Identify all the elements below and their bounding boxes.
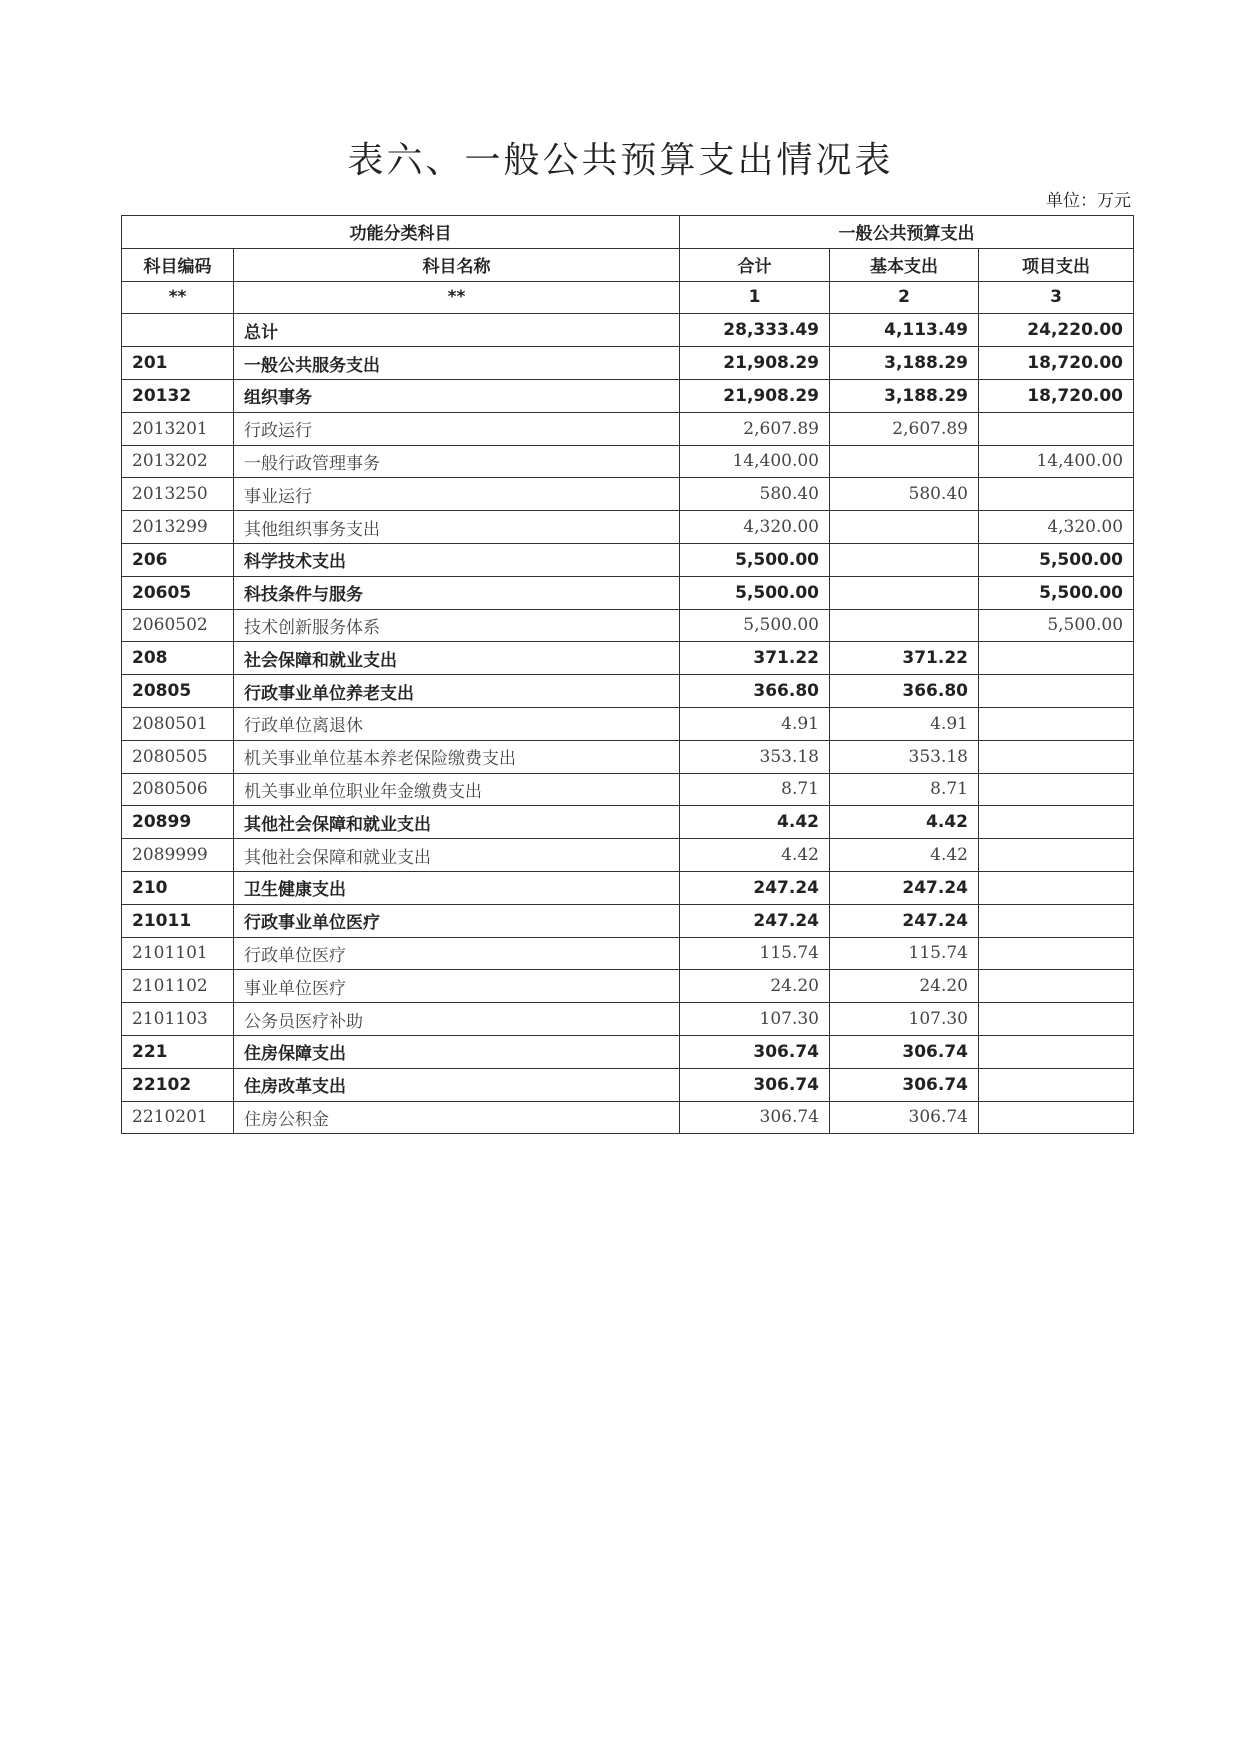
row-total-cell: 306.74 <box>680 1068 830 1101</box>
row-total-cell: 115.74 <box>680 937 830 970</box>
row-name-cell: 其他社会保障和就业支出 <box>234 806 680 839</box>
row-project-cell <box>979 707 1134 740</box>
row-basic-cell: 371.22 <box>830 642 979 675</box>
header-group-row <box>122 216 1134 249</box>
table-row <box>122 1101 1134 1134</box>
row-project-cell: 5,500.00 <box>979 576 1134 609</box>
row-code-cell: 2101102 <box>122 970 234 1003</box>
row-code-cell: 2101103 <box>122 1003 234 1036</box>
row-project-cell: 14,400.00 <box>979 445 1134 478</box>
row-project-cell <box>979 1101 1134 1134</box>
row-basic-cell: 4.42 <box>830 806 979 839</box>
row-project-cell: 5,500.00 <box>979 609 1134 642</box>
row-basic-cell: 3,188.29 <box>830 379 979 412</box>
row-project-cell: 5,500.00 <box>979 543 1134 576</box>
row-code-cell: 221 <box>122 1035 234 1068</box>
row-project-cell <box>979 904 1134 937</box>
table-row <box>122 970 1134 1003</box>
table-row <box>122 707 1134 740</box>
row-project-cell <box>979 642 1134 675</box>
header-general-budget-expenditure: 一般公共预算支出 <box>680 216 1134 249</box>
row-basic-cell: 306.74 <box>830 1101 979 1134</box>
table-row <box>122 478 1134 511</box>
row-name-cell: 行政运行 <box>234 412 680 445</box>
index-cell: 3 <box>979 281 1134 314</box>
row-project-cell <box>979 773 1134 806</box>
row-name-cell: 科技条件与服务 <box>234 576 680 609</box>
table-row <box>122 839 1134 872</box>
header-basic-expenditure: 基本支出 <box>830 248 979 281</box>
row-code-cell: 22102 <box>122 1068 234 1101</box>
row-basic-cell: 4.91 <box>830 707 979 740</box>
row-name-cell: 公务员医疗补助 <box>234 1003 680 1036</box>
row-project-cell <box>979 1068 1134 1101</box>
row-code-cell: 20805 <box>122 675 234 708</box>
row-name-cell: 事业运行 <box>234 478 680 511</box>
row-name-cell: 行政单位医疗 <box>234 937 680 970</box>
row-code-cell: 206 <box>122 543 234 576</box>
row-name-cell: 社会保障和就业支出 <box>234 642 680 675</box>
row-code-cell: 2013202 <box>122 445 234 478</box>
row-basic-cell <box>830 445 979 478</box>
row-total-cell: 366.80 <box>680 675 830 708</box>
row-name-cell: 其他组织事务支出 <box>234 511 680 544</box>
table-row <box>122 347 1134 380</box>
table-row <box>122 773 1134 806</box>
row-basic-cell <box>830 576 979 609</box>
header-index-row <box>122 281 1134 314</box>
table-row <box>122 576 1134 609</box>
row-name-cell: 科学技术支出 <box>234 543 680 576</box>
row-name-cell: 行政事业单位养老支出 <box>234 675 680 708</box>
row-project-cell <box>979 412 1134 445</box>
row-total-cell: 21,908.29 <box>680 347 830 380</box>
row-total-cell: 4.42 <box>680 806 830 839</box>
row-code-cell: 20132 <box>122 379 234 412</box>
row-total-cell: 2,607.89 <box>680 412 830 445</box>
table-row <box>122 412 1134 445</box>
page-title: 表六、一般公共预算支出情况表 <box>347 140 894 181</box>
row-code-cell: 20899 <box>122 806 234 839</box>
header-column-row <box>122 248 1134 281</box>
row-name-cell: 事业单位医疗 <box>234 970 680 1003</box>
row-total-cell: 21,908.29 <box>680 379 830 412</box>
table-row <box>122 1035 1134 1068</box>
row-name-cell: 行政单位离退休 <box>234 707 680 740</box>
row-total-cell: 107.30 <box>680 1003 830 1036</box>
row-total-cell: 580.40 <box>680 478 830 511</box>
row-name-cell: 卫生健康支出 <box>234 871 680 904</box>
row-project-cell <box>979 740 1134 773</box>
row-name-cell: 一般公共服务支出 <box>234 347 680 380</box>
row-total-cell: 4.42 <box>680 839 830 872</box>
row-code-cell: 2013250 <box>122 478 234 511</box>
row-basic-cell: 306.74 <box>830 1068 979 1101</box>
row-project-cell <box>979 937 1134 970</box>
table-row <box>122 675 1134 708</box>
table-body <box>122 314 1134 1134</box>
row-project-cell: 18,720.00 <box>979 347 1134 380</box>
row-code-cell: 2080506 <box>122 773 234 806</box>
row-total-cell: 24.20 <box>680 970 830 1003</box>
row-basic-cell: 107.30 <box>830 1003 979 1036</box>
index-cell: 1 <box>680 281 830 314</box>
row-code-cell: 208 <box>122 642 234 675</box>
row-code-cell: 2101101 <box>122 937 234 970</box>
row-total-cell: 5,500.00 <box>680 609 830 642</box>
header-project-expenditure: 项目支出 <box>979 248 1134 281</box>
row-code-cell: 2080505 <box>122 740 234 773</box>
row-project-cell: 18,720.00 <box>979 379 1134 412</box>
budget-table <box>121 215 1134 1134</box>
header-subject-name: 科目名称 <box>234 248 680 281</box>
table-row <box>122 806 1134 839</box>
row-name-cell: 行政事业单位医疗 <box>234 904 680 937</box>
row-basic-cell: 4.42 <box>830 839 979 872</box>
row-project-cell <box>979 806 1134 839</box>
table-row <box>122 609 1134 642</box>
row-name-cell: 住房公积金 <box>234 1101 680 1134</box>
row-basic-cell: 353.18 <box>830 740 979 773</box>
table-row <box>122 642 1134 675</box>
header-subject-code: 科目编码 <box>122 248 234 281</box>
header-total: 合计 <box>680 248 830 281</box>
index-cell: ** <box>122 281 234 314</box>
row-basic-cell: 2,607.89 <box>830 412 979 445</box>
row-project-cell <box>979 1003 1134 1036</box>
row-total-cell: 28,333.49 <box>680 314 830 347</box>
row-name-cell: 一般行政管理事务 <box>234 445 680 478</box>
row-code-cell <box>122 314 234 347</box>
table-row <box>122 543 1134 576</box>
row-name-cell: 住房保障支出 <box>234 1035 680 1068</box>
row-project-cell <box>979 1035 1134 1068</box>
row-project-cell <box>979 839 1134 872</box>
row-code-cell: 2060502 <box>122 609 234 642</box>
index-cell: ** <box>234 281 680 314</box>
row-code-cell: 2013299 <box>122 511 234 544</box>
row-total-cell: 306.74 <box>680 1035 830 1068</box>
row-total-cell: 306.74 <box>680 1101 830 1134</box>
row-total-cell: 4.91 <box>680 707 830 740</box>
row-total-cell: 5,500.00 <box>680 576 830 609</box>
row-code-cell: 21011 <box>122 904 234 937</box>
table-row <box>122 445 1134 478</box>
row-basic-cell: 4,113.49 <box>830 314 979 347</box>
row-basic-cell: 24.20 <box>830 970 979 1003</box>
row-total-cell: 353.18 <box>680 740 830 773</box>
row-code-cell: 210 <box>122 871 234 904</box>
row-code-cell: 2013201 <box>122 412 234 445</box>
row-project-cell: 4,320.00 <box>979 511 1134 544</box>
row-total-cell: 371.22 <box>680 642 830 675</box>
row-basic-cell: 115.74 <box>830 937 979 970</box>
table-row <box>122 314 1134 347</box>
row-total-cell: 8.71 <box>680 773 830 806</box>
row-code-cell: 201 <box>122 347 234 380</box>
row-project-cell <box>979 478 1134 511</box>
row-basic-cell: 3,188.29 <box>830 347 979 380</box>
row-total-cell: 247.24 <box>680 904 830 937</box>
row-name-cell: 组织事务 <box>234 379 680 412</box>
row-total-cell: 5,500.00 <box>680 543 830 576</box>
row-basic-cell: 306.74 <box>830 1035 979 1068</box>
unit-label: 单位：万元 <box>1046 191 1131 211</box>
row-basic-cell: 247.24 <box>830 904 979 937</box>
row-total-cell: 14,400.00 <box>680 445 830 478</box>
header-function-classification: 功能分类科目 <box>122 216 680 249</box>
row-basic-cell: 8.71 <box>830 773 979 806</box>
table-row <box>122 1003 1134 1036</box>
row-total-cell: 247.24 <box>680 871 830 904</box>
table-row <box>122 904 1134 937</box>
row-project-cell <box>979 675 1134 708</box>
table-row <box>122 740 1134 773</box>
row-code-cell: 2080501 <box>122 707 234 740</box>
row-project-cell: 24,220.00 <box>979 314 1134 347</box>
row-project-cell <box>979 970 1134 1003</box>
row-name-cell: 机关事业单位职业年金缴费支出 <box>234 773 680 806</box>
table-row <box>122 511 1134 544</box>
index-cell: 2 <box>830 281 979 314</box>
row-basic-cell <box>830 609 979 642</box>
row-project-cell <box>979 871 1134 904</box>
row-basic-cell <box>830 511 979 544</box>
row-basic-cell: 580.40 <box>830 478 979 511</box>
row-name-cell: 技术创新服务体系 <box>234 609 680 642</box>
row-basic-cell: 366.80 <box>830 675 979 708</box>
row-total-cell: 4,320.00 <box>680 511 830 544</box>
row-code-cell: 2210201 <box>122 1101 234 1134</box>
row-code-cell: 20605 <box>122 576 234 609</box>
row-code-cell: 2089999 <box>122 839 234 872</box>
table-row <box>122 871 1134 904</box>
table-row <box>122 1068 1134 1101</box>
row-name-cell: 总计 <box>234 314 680 347</box>
table-row <box>122 937 1134 970</box>
row-name-cell: 住房改革支出 <box>234 1068 680 1101</box>
row-name-cell: 机关事业单位基本养老保险缴费支出 <box>234 740 680 773</box>
table-row <box>122 379 1134 412</box>
row-basic-cell <box>830 543 979 576</box>
row-name-cell: 其他社会保障和就业支出 <box>234 839 680 872</box>
row-basic-cell: 247.24 <box>830 871 979 904</box>
